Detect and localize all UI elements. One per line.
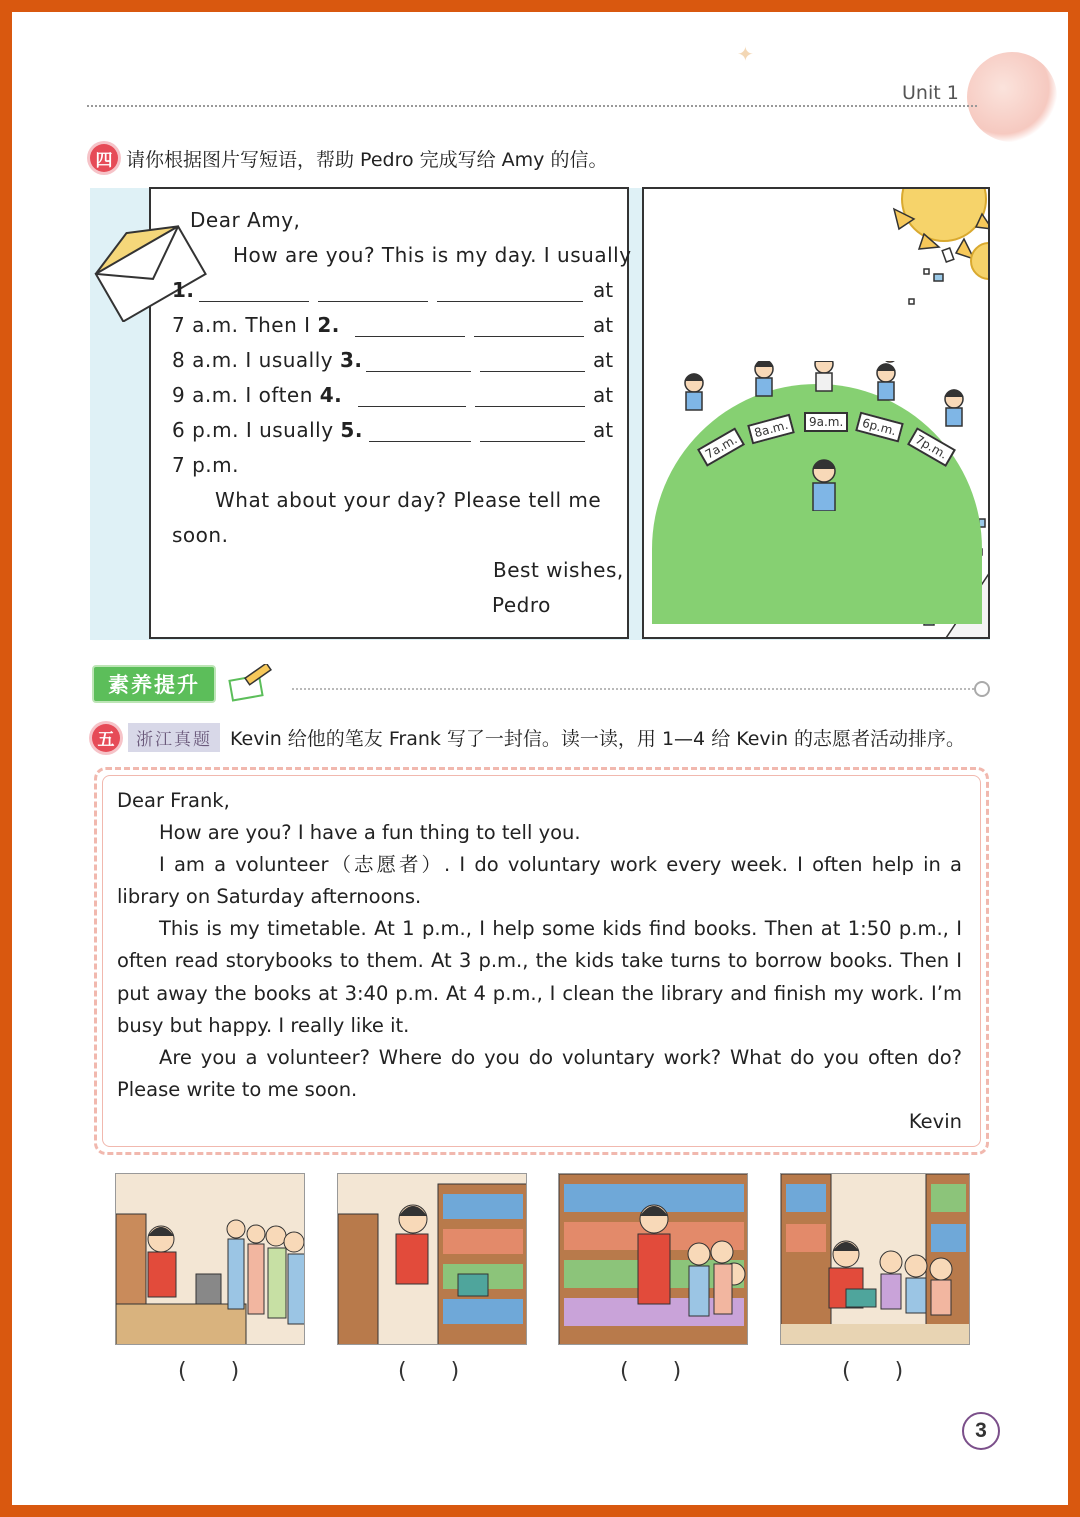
letter-line-8: soon. <box>172 523 229 547</box>
sparkle-decoration: ✦ <box>737 44 754 66</box>
time-sign: 7a.m. <box>697 427 745 466</box>
answer-blank[interactable] <box>358 405 466 407</box>
kevin-letter-greeting: Dear Frank, <box>117 789 230 812</box>
blank-number-1: 1. <box>172 278 195 302</box>
scene-clean-library <box>558 1173 748 1345</box>
answer-blank[interactable] <box>199 300 309 302</box>
letter-closing: Best wishes, <box>493 558 624 582</box>
letter-line-2: 7 a.m. Then I 2. <box>172 313 340 337</box>
answer-blank[interactable] <box>366 370 471 372</box>
at-word: at <box>593 418 614 442</box>
letter-line-4: 9 a.m. I often 4. <box>172 383 343 407</box>
letter-line-6: 7 p.m. <box>172 453 239 477</box>
header-divider <box>87 105 977 107</box>
pencil-icon <box>227 664 277 704</box>
answer-blank[interactable] <box>480 440 585 442</box>
scene-illustration <box>559 1174 748 1345</box>
time-sign: 9a.m. <box>804 412 848 432</box>
letter-signature: Pedro <box>492 593 551 617</box>
letter-line-3: 8 a.m. I usually 3. <box>172 348 363 372</box>
exam-tag: 浙江真题 <box>128 723 220 752</box>
at-word: at <box>593 278 614 302</box>
banner-divider-end <box>974 681 990 697</box>
answer-bracket[interactable]: ( ) <box>842 1359 904 1384</box>
answer-blank[interactable] <box>475 405 585 407</box>
daily-routine-illustration <box>642 187 990 639</box>
literacy-banner: 素养提升 <box>92 665 216 703</box>
banner-divider <box>292 688 982 690</box>
scene-help-find-books <box>115 1173 305 1345</box>
scene-read-storybooks <box>780 1173 970 1345</box>
unit-label: Unit 1 <box>902 82 959 104</box>
time-sign: 6p.m. <box>855 412 903 443</box>
corner-decoration <box>967 52 1057 142</box>
at-word: at <box>593 383 614 407</box>
kevin-letter-paragraph-1: How are you? I have a fun thing to tell you. <box>159 821 581 844</box>
children-figures <box>674 361 974 511</box>
scene-illustration <box>116 1174 305 1345</box>
answer-blank[interactable] <box>474 335 584 337</box>
scene-illustration <box>338 1174 527 1345</box>
answer-blank[interactable] <box>318 300 428 302</box>
scene-illustration <box>781 1174 970 1345</box>
kevin-letter-paragraph-2: I am a volunteer（志愿者）. I do voluntary work every week. I often help in a library on Saturday afternoons. <box>117 853 962 909</box>
answer-blank[interactable] <box>437 300 583 302</box>
answer-bracket[interactable]: ( ) <box>178 1359 240 1384</box>
kevin-letter-paragraph-3: This is my timetable. At 1 p.m., I help some kids find books. Then at 1:50 p.m., I often read storybooks to them. At 3 p.m., the kids take turns to borrow books. Then I put away the books at 3:40 p.m. At 4 p.m., I clean the library and finish my work. I’m busy but happy. I really like it. <box>117 917 962 1037</box>
at-word: at <box>593 348 614 372</box>
section5-badge: 五 <box>92 724 120 752</box>
letter-line-1: How are you? This is my day. I usually <box>233 243 632 267</box>
answer-blank[interactable] <box>369 440 471 442</box>
time-sign: 8a.m. <box>747 414 795 445</box>
section4-badge: 四 <box>90 144 118 172</box>
answer-bracket[interactable]: ( ) <box>620 1359 682 1384</box>
section5-instruction: Kevin 给他的笔友 Frank 写了一封信。读一读，用 1—4 给 Kevin 的志愿者活动排序。 <box>230 728 966 750</box>
letter-line-7: What about your day? Please tell me <box>215 488 602 512</box>
answer-blank[interactable] <box>480 370 585 372</box>
kevin-letter-signature: Kevin <box>908 1110 962 1133</box>
letter-greeting: Dear Amy, <box>190 208 301 232</box>
envelope-icon <box>92 222 207 322</box>
page-number: 3 <box>962 1412 1000 1450</box>
worksheet-page <box>12 12 1068 1505</box>
at-word: at <box>593 313 614 337</box>
kevin-letter-paragraph-4: Are you a volunteer? Where do you do voluntary work? What do you often do? Please write to me soon. <box>117 1046 962 1102</box>
section4-instruction: 请你根据图片写短语，帮助 Pedro 完成写给 Amy 的信。 <box>126 148 608 171</box>
scene-put-away-books <box>337 1173 527 1345</box>
time-sign: 7p.m. <box>907 427 956 467</box>
section5-title <box>92 723 965 752</box>
letter-line-5: 6 p.m. I usually 5. <box>172 418 363 442</box>
section4-title <box>90 144 607 172</box>
answer-bracket[interactable]: ( ) <box>398 1359 460 1384</box>
answer-blank[interactable] <box>355 335 465 337</box>
